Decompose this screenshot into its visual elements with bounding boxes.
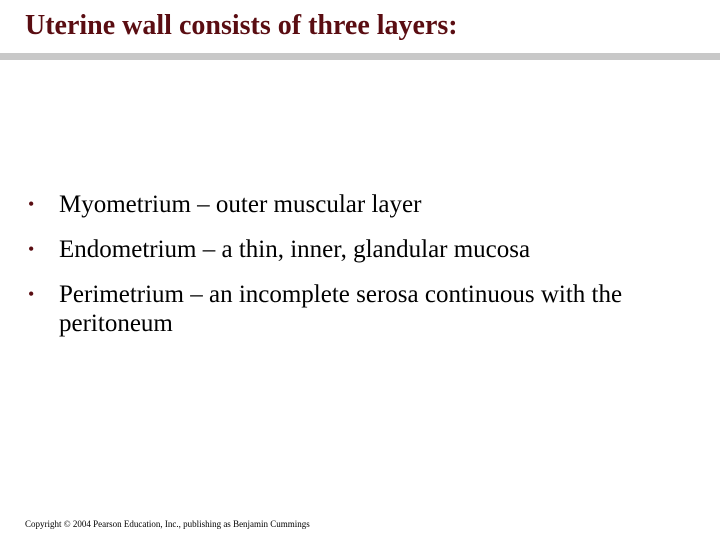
copyright-footer: Copyright © 2004 Pearson Education, Inc., publishing as Benjamin Cummings (25, 519, 310, 529)
title-divider (0, 53, 720, 60)
slide-title: Uterine wall consists of three layers: (25, 10, 458, 41)
list-item (28, 235, 708, 264)
list-item (28, 190, 708, 219)
bullet-text: Myometrium – outer muscular layer (59, 191, 422, 218)
bullet-list (28, 190, 708, 354)
bullet-icon: • (28, 239, 35, 259)
bullet-icon: • (28, 284, 35, 304)
list-item (28, 280, 708, 338)
bullet-icon: • (28, 194, 35, 214)
bullet-text: Endometrium – a thin, inner, glandular mucosa (59, 236, 531, 263)
bullet-text: Perimetrium – an incomplete serosa continuous with the peritoneum (59, 281, 623, 337)
